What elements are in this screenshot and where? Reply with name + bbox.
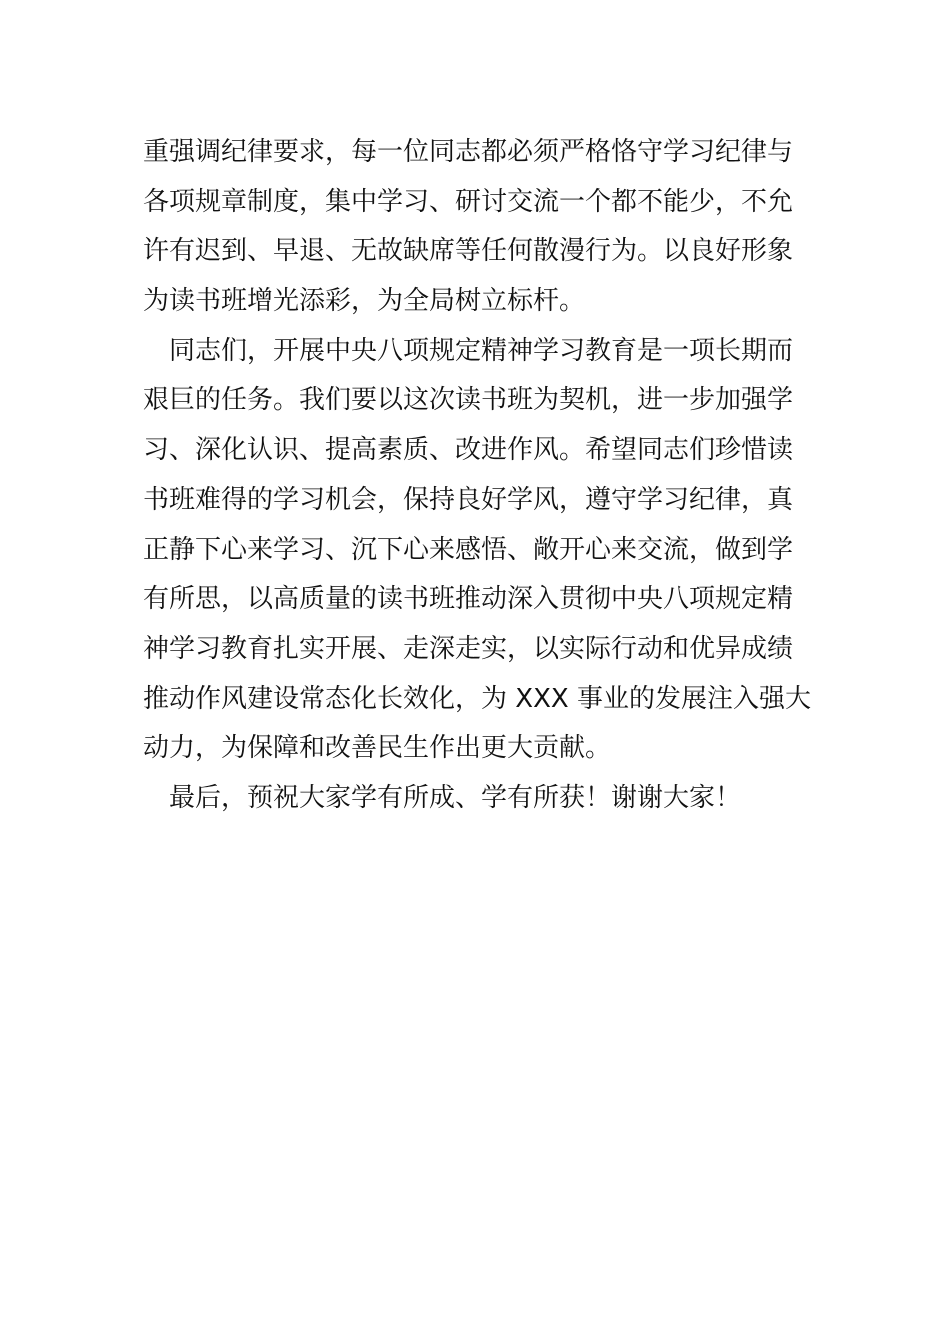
text-line-13: 动力，为保障和改善民生作出更大贡献。 <box>143 733 612 764</box>
text-line-10: 有所思，以高质量的读书班推动深入贯彻中央八项规定精 <box>143 584 794 615</box>
text-line-4: 为读书班增光添彩，为全局树立标杆。 <box>143 286 586 317</box>
text-line-1: 重强调纪律要求，每一位同志都必须严格恪守学习纪律与 <box>143 137 794 167</box>
text-line-8: 书班难得的学习机会，保持良好学风，遵守学习纪律，真 <box>143 484 794 515</box>
text-line-2: 各项规章制度，集中学习、研讨交流一个都不能少，不允 <box>143 186 794 217</box>
text-line-6: 艰巨的任务。我们要以这次读书班为契机，进一步加强学 <box>143 385 794 416</box>
text-line-7: 习、深化认识、提高素质、改进作风。希望同志们珍惜读 <box>143 435 794 466</box>
text-line-5: 同志们，开展中央八项规定精神学习教育是一项长期而 <box>143 335 794 366</box>
text-line-3: 许有迟到、早退、无故缺席等任何散漫行为。以良好形象 <box>143 236 794 267</box>
text-line-11: 神学习教育扎实开展、走深走实，以实际行动和优异成绩 <box>143 633 794 664</box>
text-line-9: 正静下心来学习、沉下心来感悟、敞开心来交流，做到学 <box>143 534 794 565</box>
text-line-12: 推动作风建设常态化长效化，为 XXX 事业的发展注入强大 <box>143 683 811 714</box>
document-body <box>143 128 811 824</box>
text-line-14: 最后，预祝大家学有所成、学有所获！谢谢大家！ <box>143 782 742 813</box>
